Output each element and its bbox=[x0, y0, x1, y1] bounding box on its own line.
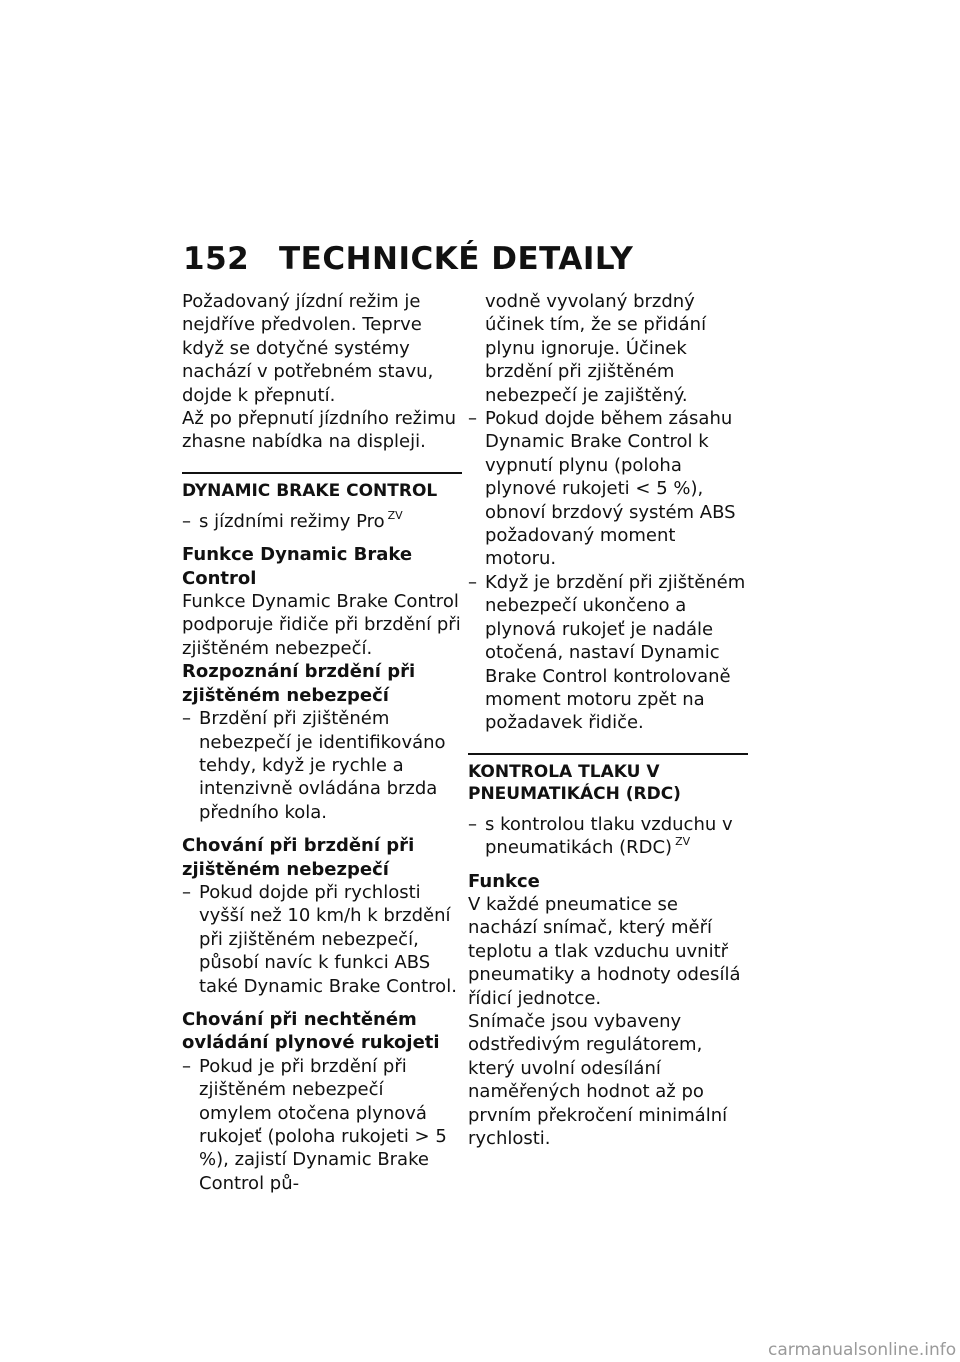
list-item-rdc bbox=[468, 813, 748, 860]
rdc-function-paragraph-2: Snímače jsou vybaveny odstředivým regulátorem, který uvolní odesílání naměřených hodnot až po prvním překročení minimální rychlosti. bbox=[468, 1010, 728, 1149]
subheading-rdc-function: Funkce bbox=[468, 870, 540, 892]
page-number: 152 bbox=[183, 241, 250, 277]
watermark: carmanualsonline.info bbox=[768, 1340, 957, 1360]
modes-superscript: ZV bbox=[387, 508, 403, 522]
section-divider bbox=[468, 753, 748, 755]
left-column bbox=[182, 290, 462, 1195]
list-item-modes bbox=[182, 510, 462, 533]
rdc-function-paragraph-1: V každé pneumatice se nachází snímač, který měří teplotu a tlak vzduchu uvnitř pneumatiky a hodnoty odesílá řídicí jednotce. bbox=[468, 893, 741, 1009]
intro-paragraph-2: Až po přepnutí jízdního režimu zhasne nabídka na displeji. bbox=[182, 408, 457, 453]
list-item-brake-ended: – Když je brzdění při zjištěném nebezpečí ukončeno a plynová rukojeť je nadále otočená, nastaví Dynamic Brake Control kontrolovaně moment motoru zpět na požadavek řidiče. bbox=[468, 571, 748, 735]
modes-text: s jízdními režimy Pro bbox=[199, 510, 385, 532]
right-column bbox=[468, 290, 748, 1150]
subheading-function: Funkce Dynamic Brake Control bbox=[182, 544, 413, 589]
intro-paragraph-1: Požadovaný jízdní režim je nejdříve předvolen. Teprve když se dotyčné systémy nachází v potřebném stavu, dojde k přepnutí. bbox=[182, 291, 434, 406]
list-item-throttle-off: – Pokud dojde během zásahu Dynamic Brake Control k vypnutí plynu (poloha plynové rukojeti < 5 %), obnoví brzdový systém ABS požadovaný moment motoru. bbox=[468, 407, 748, 571]
function-paragraph: Funkce Dynamic Brake Control podporuje řidiče při brzdění při zjištěném nebezpečí. bbox=[182, 591, 461, 659]
page-title: TECHNICKÉ DETAILY bbox=[279, 241, 634, 277]
subheading-behavior: Chování při brzdění při zjištěném nebezpečí bbox=[182, 835, 415, 880]
page-header bbox=[183, 241, 633, 277]
list-item-recognition: – Brzdění při zjištěném nebezpečí je identifikováno tehdy, když je rychle a intenzivně ovládána brzda předního kola. bbox=[182, 707, 462, 824]
rdc-text: s kontrolou tlaku vzduchu v pneumatikách (RDC) bbox=[485, 813, 733, 859]
subheading-recognition: Rozpoznání brzdění při zjištěném nebezpečí bbox=[182, 661, 416, 706]
subheading-unintended-throttle: Chování při nechtěném ovládání plynové rukojeti bbox=[182, 1008, 440, 1054]
rdc-superscript: ZV bbox=[675, 835, 691, 849]
list-item-unintended-start: – Pokud je při brzdění při zjištěném nebezpečí omylem otočena plynová rukojeť (poloha rukojeti > 5 %), zajistí Dynamic Brake Control pů- bbox=[182, 1055, 462, 1195]
list-item-behavior: – Pokud dojde při rychlosti vyšší než 10 km/h k brzdění při zjištěném nebezpečí, působí navíc k funkci ABS také Dynamic Brake Control. bbox=[182, 881, 462, 998]
section-divider bbox=[182, 472, 462, 474]
section-title-rdc: KONTROLA TLAKU V PNEUMATIKÁCH (RDC) bbox=[468, 761, 681, 804]
list-item-unintended-end: vodně vyvolaný brzdný účinek tím, že se přidání plynu ignoruje. Účinek brzdění při zjištěném nebezpečí je zajištěný. bbox=[485, 291, 707, 406]
section-title-dbc: DYNAMIC BRAKE CONTROL bbox=[182, 480, 438, 501]
